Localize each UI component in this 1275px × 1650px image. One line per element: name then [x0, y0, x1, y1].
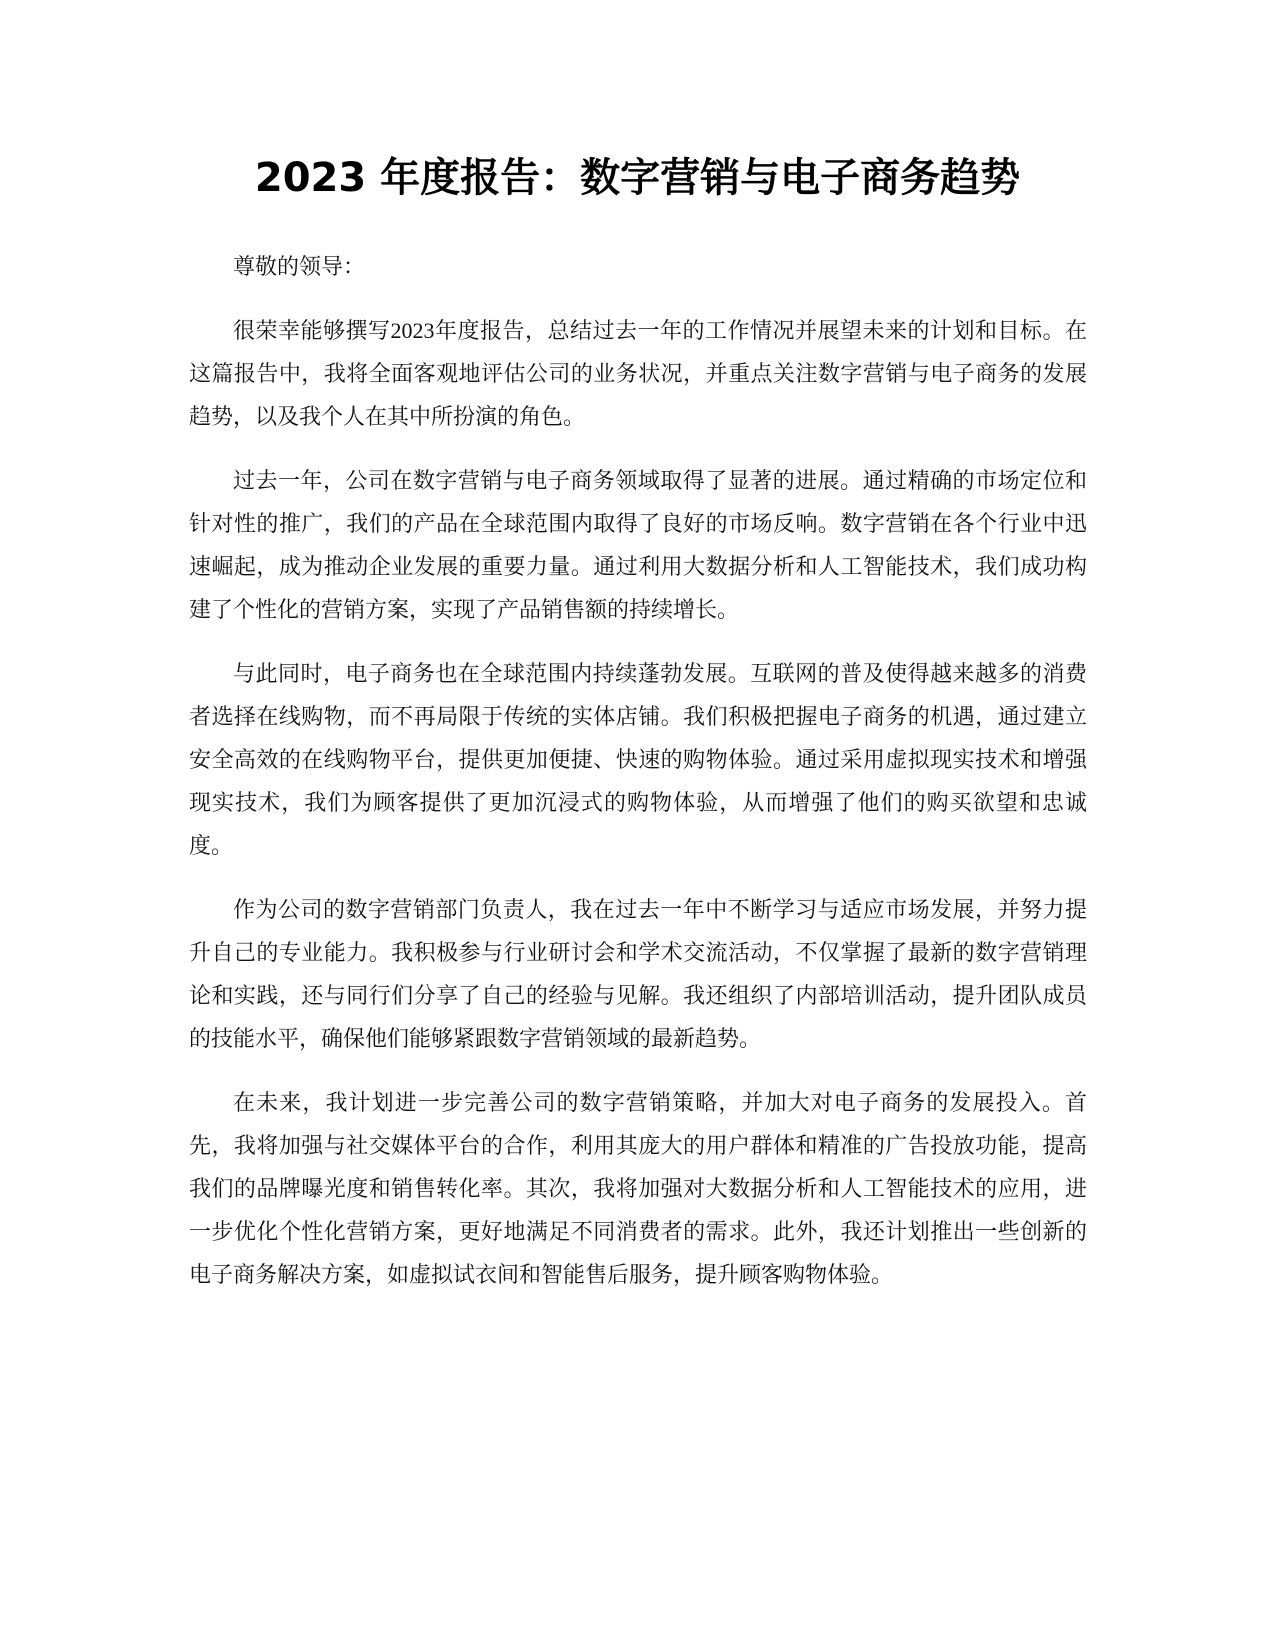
salutation: 尊敬的领导：	[233, 254, 366, 279]
document-body	[189, 245, 1087, 1317]
paragraph-personal-role: 作为公司的数字营销部门负责人，我在过去一年中不断学习与适应市场发展，并努力提升自己的专业能力。我积极参与行业研讨会和学术交流活动，不仅掌握了最新的数字营销理论和实践，还与同行们分享了自己的经验与见解。我还组织了内部培训活动，提升团队成员的技能水平，确保他们能够紧跟数字营销领域的最新趋势。	[189, 897, 1087, 1051]
paragraph-progress: 过去一年，公司在数字营销与电子商务领域取得了显著的进展。通过精确的市场定位和针对性的推广，我们的产品在全球范围内取得了良好的市场反响。数字营销在各个行业中迅速崛起，成为推动企业发展的重要力量。通过利用大数据分析和人工智能技术，我们成功构建了个性化的营销方案，实现了产品销售额的持续增长。	[189, 468, 1087, 622]
paragraph-intro: 很荣幸能够撰写2023年度报告，总结过去一年的工作情况并展望未来的计划和目标。在这篇报告中，我将全面客观地评估公司的业务状况，并重点关注数字营销与电子商务的发展趋势，以及我个人在其中所扮演的角色。	[189, 318, 1087, 429]
paragraph-future-plan: 在未来，我计划进一步完善公司的数字营销策略，并加大对电子商务的发展投入。首先，我将加强与社交媒体平台的合作，利用其庞大的用户群体和精准的广告投放功能，提高我们的品牌曝光度和销售转化率。其次，我将加强对大数据分析和人工智能技术的应用，进一步优化个性化营销方案，更好地满足不同消费者的需求。此外，我还计划推出一些创新的电子商务解决方案，如虚拟试衣间和智能售后服务，提升顾客购物体验。	[189, 1090, 1087, 1287]
paragraph-ecommerce: 与此同时，电子商务也在全球范围内持续蓬勃发展。互联网的普及使得越来越多的消费者选择在线购物，而不再局限于传统的实体店铺。我们积极把握电子商务的机遇，通过建立安全高效的在线购物平台，提供更加便捷、快速的购物体验。通过采用虚拟现实技术和增强现实技术，我们为顾客提供了更加沉浸式的购物体验，从而增强了他们的购买欲望和忠诚度。	[189, 661, 1087, 858]
document-title: 2023 年度报告：数字营销与电子商务趋势	[254, 155, 1021, 201]
